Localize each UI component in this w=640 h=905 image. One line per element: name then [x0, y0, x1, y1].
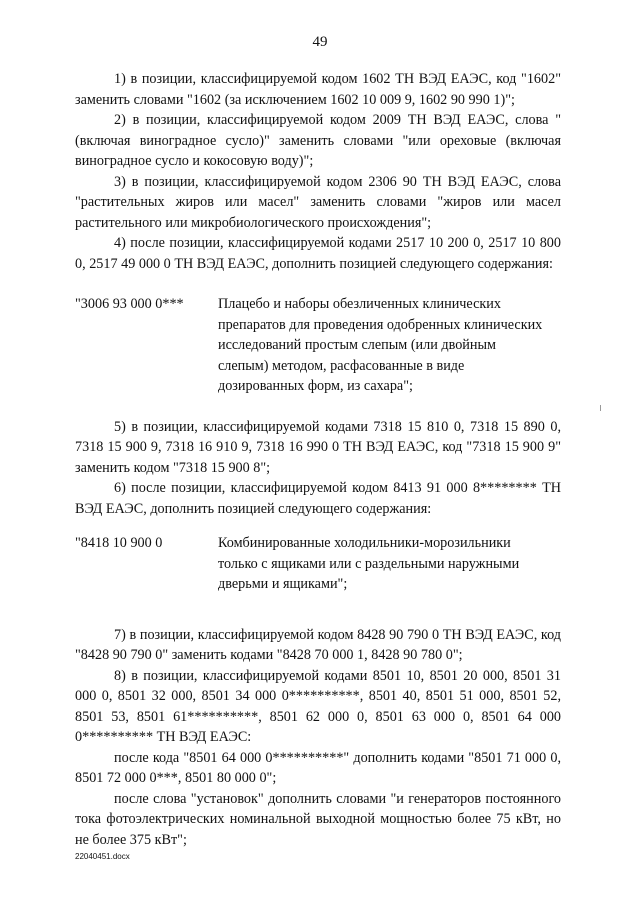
tariff-code: "3006 93 000 0*** — [75, 296, 184, 312]
paragraph-7: 7) в позиции, классифицируемой кодом 8428 90 790 0 ТН ВЭД ЕАЭС, код "8428 90 790 0" заменить кодами "8428 70 000 1, 8428 90 780 0"; — [75, 626, 561, 663]
tariff-entry-8418 — [75, 533, 561, 595]
paragraph-1: 1) в позиции, классифицируемой кодом 1602 ТН ВЭД ЕАЭС, код "1602" заменить словами "1602 (за исключением 1602 10 009 9, 1602 90 990 1)"; — [75, 71, 561, 108]
paragraph-5: 5) в позиции, классифицируемой кодами 7318 15 810 0, 7318 15 890 0, 7318 15 900 9, 7318 16 910 9, 7318 16 990 0 ТН ВЭД ЕАЭС, код "7318 15 900 9" заменить кодом "7318 15 900 8"; — [75, 418, 561, 476]
tariff-description: Комбинированные холодильники-морозильники только с ящиками или с раздельными наружными дверьми и ящиками"; — [218, 535, 520, 592]
spacer — [75, 397, 561, 417]
paragraph-8: 8) в позиции, классифицируемой кодами 8501 10, 8501 20 000, 8501 31 000 0, 8501 32 000, 8501 34 000 0**********, 8501 40, 8501 51 000, 8501 52, 8501 53, 8501 61**********, 8501 62 000 0, 8501 63 000 0, 8501 64 000 0********** ТН ВЭД ЕАЭС: — [75, 667, 561, 745]
tariff-description: Плацебо и наборы обезличенных клинических препаратов для проведения одобренных клинических исследований простым слепым (или двойным слепым) методом, расфасованные в виде дозированных форм, из сахара"; — [218, 296, 543, 394]
paragraph-4: 4) после позиции, классифицируемой кодами 2517 10 200 0, 2517 10 800 0, 2517 49 000 0 ТН ВЭД ЕАЭС, дополнить позицией следующего содержания: — [75, 235, 561, 272]
paragraph-2: 2) в позиции, классифицируемой кодом 2009 ТН ВЭД ЕАЭС, слова "(включая виноградное сусло)" заменить словами "или ореховые (включая виноградное сусло и кокосовую воду)"; — [75, 112, 561, 169]
tariff-entry-3006 — [75, 294, 561, 397]
page-number: 49 — [312, 34, 328, 50]
spacer — [75, 519, 561, 533]
paragraph-3: 3) в позиции, классифицируемой кодом 2306 90 ТН ВЭД ЕАЭС, слова "растительных жиров или масел" заменить словами "жиров или масел растительного или микробиологического происхождения"; — [75, 173, 561, 231]
spacer — [75, 274, 561, 294]
margin-mark — [600, 405, 601, 411]
document-body — [75, 69, 561, 850]
paragraph-8-sub-2: после слова "установок" дополнить словами "и генераторов постоянного тока фотоэлектрических номинальной выходной мощностью более 75 кВт, но не более 375 кВт"; — [75, 790, 561, 848]
paragraph-8-sub-1: после кода "8501 64 000 0**********" дополнить кодами "8501 71 000 0, 8501 72 000 0***, 8501 80 000 0"; — [75, 749, 561, 786]
paragraph-6: 6) после позиции, классифицируемой кодом 8413 91 000 8******** ТН ВЭД ЕАЭС, дополнить позицией следующего содержания: — [75, 480, 561, 517]
file-name-footer: 22040451.docx — [75, 852, 130, 861]
spacer — [75, 595, 561, 625]
tariff-code: "8418 10 900 0 — [75, 535, 163, 551]
